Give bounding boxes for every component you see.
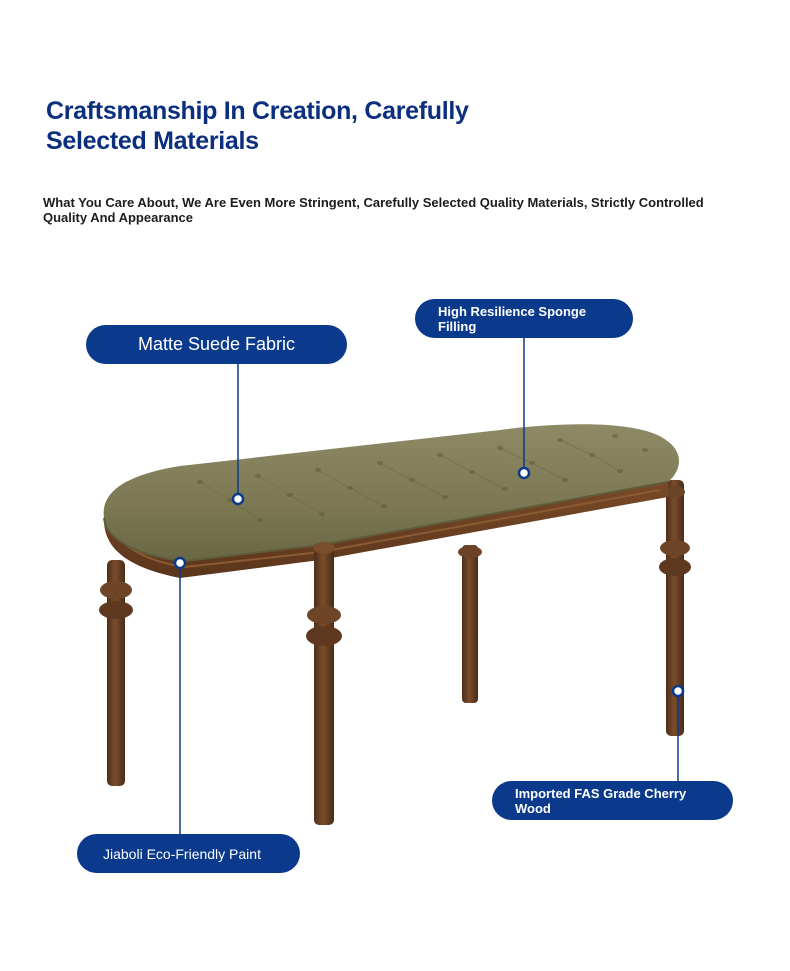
callout-fabric <box>86 325 347 364</box>
front-right-leg <box>306 542 342 825</box>
callout-wood <box>492 781 733 820</box>
page-title: Craftsmanship In Creation, Carefully Selected Materials <box>46 97 469 155</box>
callout-paint-connector <box>175 558 185 834</box>
callout-paint-label: Jiaboli Eco-Friendly Paint <box>103 845 261 862</box>
callout-wood-label: Imported FAS Grade Cherry Wood <box>515 785 687 816</box>
callout-paint <box>77 834 300 873</box>
page-subtitle: What You Care About, We Are Even More Stringent, Carefully Selected Quality Materials, Strictly Controlled Quality And Appearance <box>43 195 704 225</box>
callout-sponge-label: High Resilience Sponge Filling <box>438 303 587 334</box>
front-left-leg <box>99 560 133 786</box>
back-right-leg <box>659 480 691 736</box>
callout-sponge <box>415 299 633 338</box>
back-leg <box>458 545 482 703</box>
callout-fabric-label: Matte Suede Fabric <box>137 334 296 354</box>
